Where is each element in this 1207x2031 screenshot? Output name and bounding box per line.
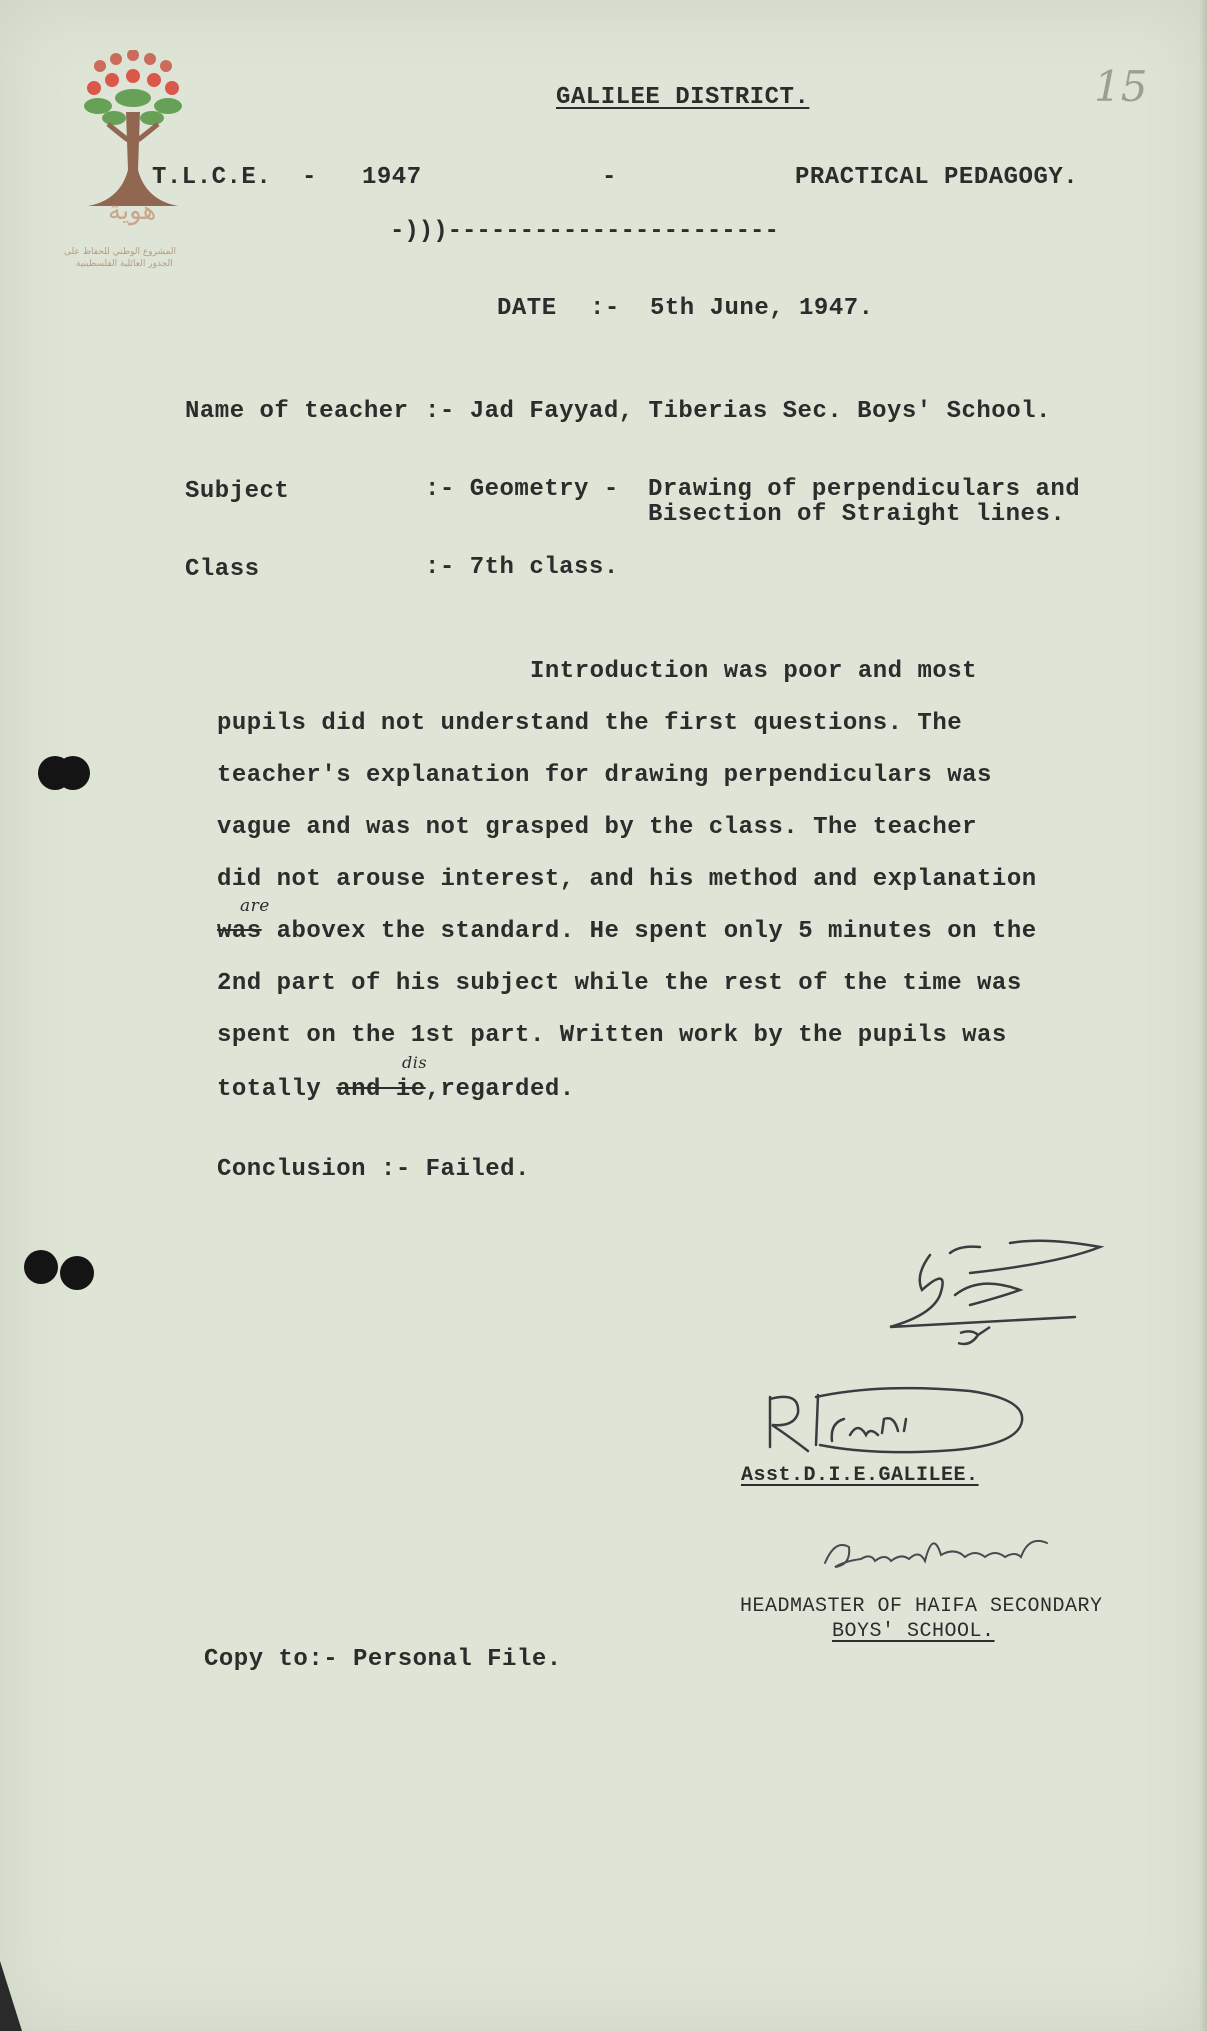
handwritten-signature-headmaster [815,1525,1105,1580]
page-corner [0,1961,22,2031]
logo-caption-2: الجذور العائلية الفلسطينية [76,259,173,269]
handwritten-signature-1 [860,1235,1120,1350]
report-line-9-a: totally [217,1076,337,1103]
teacher-value: :- Jad Fayyad, Tiberias Sec. Boys' School. [425,398,1051,425]
headmaster-title-line-2: BOYS' SCHOOL. [832,1620,995,1643]
paper-edge [1199,0,1207,2031]
class-value: :- 7th class. [425,554,619,581]
handwritten-insert-are: are [240,896,270,916]
report-line-8: spent on the 1st part. Written work by the pupils was [217,1022,1007,1049]
subject-value-line-2: Bisection of Straight lines. [648,501,1066,528]
report-line-7: 2nd part of his subject while the rest of the time was [217,970,1022,997]
handwritten-insert-dis: dis [402,1053,428,1072]
folio-number: 15 [1094,62,1148,111]
header-dash-2: - [602,164,617,191]
headmaster-title-line-1: HEADMASTER OF HAIFA SECONDARY [740,1595,1103,1618]
handwritten-signature-irani [760,1385,1030,1465]
asst-title: Asst.D.I.E.GALILEE. [741,1464,979,1487]
date-separator: :- [590,295,620,322]
report-line-6 [217,920,1037,944]
subject-area: PRACTICAL PEDAGOGY. [795,164,1079,191]
report-line-1: Introduction was poor and most [530,658,978,685]
punch-hole [56,756,90,790]
report-line-6-was: was [217,918,262,945]
report-line-5: did not arouse interest, and his method and explanation [217,866,1037,893]
exam-year: 1947 [362,164,422,191]
exam-code: T.L.C.E. [152,164,272,191]
teacher-label: Name of teacher [185,398,409,425]
header-separator: -)))----------------------- [390,218,779,245]
punch-hole [24,1250,58,1284]
report-line-4: vague and was not grasped by the class. The teacher [217,814,978,841]
report-line-9-struck: and ie [336,1076,426,1103]
copy-to: Copy to:- Personal File. [204,1646,562,1673]
subject-value-prefix: :- Geometry - [425,476,619,503]
report-line-3: teacher's explanation for drawing perpendiculars was [217,762,992,789]
header-dash-1: - [302,164,317,191]
punch-hole [60,1256,94,1290]
class-label: Class [185,556,260,583]
logo-caption-1: المشروع الوطني للحفاظ على [64,247,177,257]
report-line-9 [217,1078,575,1102]
district-title: GALILEE DISTRICT. [556,84,810,111]
report-line-9-c: ,regarded. [425,1076,575,1103]
report-line-2: pupils did not understand the first questions. The [217,710,963,737]
subject-label: Subject [185,478,290,505]
date-label: DATE [497,295,557,322]
subject-value-line-1: Drawing of perpendiculars and [648,476,1081,503]
logo-arabic-name: هوية [108,196,157,226]
date-value: 5th June, 1947. [650,295,874,322]
report-line-6-rest: abovex the standard. He spent only 5 minutes on the [261,918,1037,945]
tree-logo-icon [68,50,198,265]
conclusion: Conclusion :- Failed. [217,1156,530,1183]
